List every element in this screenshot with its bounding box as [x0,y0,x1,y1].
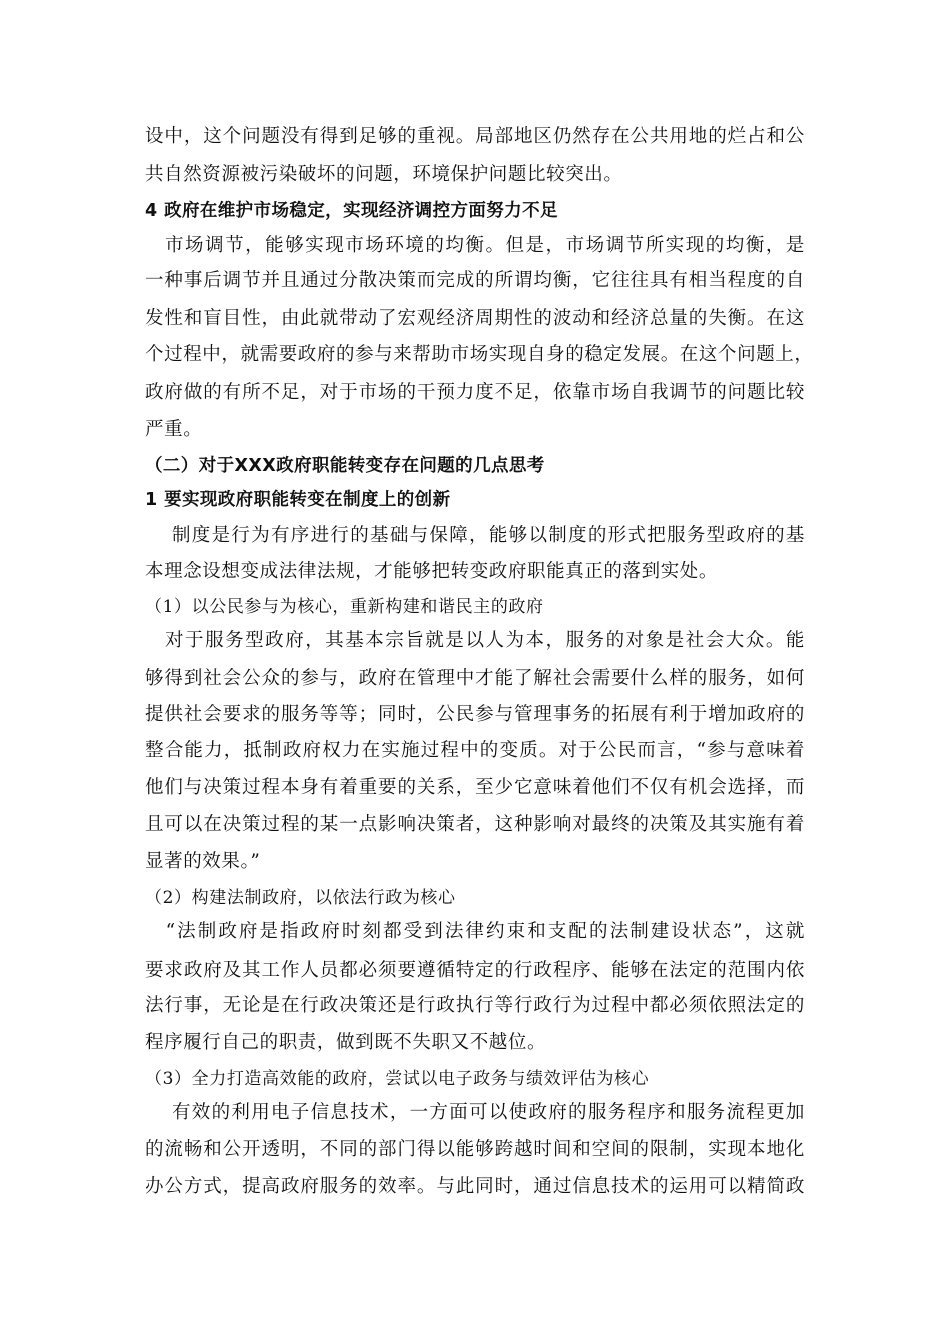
subsection-heading: （3）全力打造高效能的政府，尝试以电子政务与绩效评估为核心 [145,1069,650,1089]
section-heading: 1 要实现政府职能转变在制度上的创新 [145,490,451,510]
body-line: 政府做的有所不足，对于市场的干预力度不足，依靠市场自我调节的问题比较 [145,382,805,403]
body-line: 够得到社会公众的参与，政府在管理中才能了解社会需要什么样的服务，如何 [145,668,805,689]
body-line: 制度是行为有序进行的基础与保障，能够以制度的形式把服务型政府的基 [145,525,805,546]
body-line: 他们与决策过程本身有着重要的关系，至少它意味着他们不仅有机会选择，而 [145,777,805,798]
body-line: 严重。 [145,419,203,440]
body-line: 提供社会要求的服务等等；同时，公民参与管理事务的拓展有利于增加政府的 [145,704,805,725]
subsection-heading: （2）构建法制政府，以依法行政为核心 [145,888,456,908]
body-line: 对于服务型政府，其基本宗旨就是以人为本，服务的对象是社会大众。能 [145,630,805,651]
body-line: 的流畅和公开透明，不同的部门得以能够跨越时间和空间的限制，实现本地化 [145,1139,805,1160]
body-line: 设中，这个问题没有得到足够的重视。局部地区仍然存在公共用地的烂占和公 [145,126,805,147]
body-line: 共自然资源被污染破坏的问题，环境保护问题比较突出。 [145,164,623,185]
section-heading: （二）对于XXX政府职能转变存在问题的几点思考 [145,456,545,476]
body-line: 本理念设想变成法律法规，才能够把转变政府职能真正的落到实处。 [145,561,719,582]
body-line: 市场调节，能够实现市场环境的均衡。但是，市场调节所实现的均衡，是 [145,235,805,256]
body-line: 程序履行自己的职责，做到既不失职又不越位。 [145,1032,547,1053]
subsection-heading: （1）以公民参与为核心，重新构建和谐民主的政府 [145,597,544,617]
body-line: 且可以在决策过程的某一点影响决策者，这种影响对最终的决策及其实施有着 [145,814,805,835]
body-line: 办公方式，提高政府服务的效率。与此同时，通过信息技术的运用可以精简政 [145,1176,805,1197]
body-line: 个过程中，就需要政府的参与来帮助市场实现自身的稳定发展。在这个问题上， [145,344,814,365]
body-line: 一种事后调节并且通过分散决策而完成的所谓均衡，它往往具有相当程度的自 [145,270,805,291]
body-line: 发性和盲目性，由此就带动了宏观经济周期性的波动和经济总量的失衡。在这 [145,308,805,329]
body-line: 显著的效果。” [145,851,261,872]
body-line: 有效的利用电子信息技术，一方面可以使政府的服务程序和服务流程更加 [145,1102,805,1123]
body-line: “法制政府是指政府时刻都受到法律约束和支配的法制建设状态”，这就 [145,921,805,942]
body-line: 法行事，无论是在行政决策还是行政执行等行政行为过程中都必须依照法定的 [145,995,805,1016]
body-line: 要求政府及其工作人员都必须要遵循特定的行政程序、能够在法定的范围内依 [145,960,805,981]
section-heading: 4 政府在维护市场稳定，实现经济调控方面努力不足 [145,201,558,221]
body-line: 整合能力，抵制政府权力在实施过程中的变质。对于公民而言，“参与意味着 [145,740,805,761]
